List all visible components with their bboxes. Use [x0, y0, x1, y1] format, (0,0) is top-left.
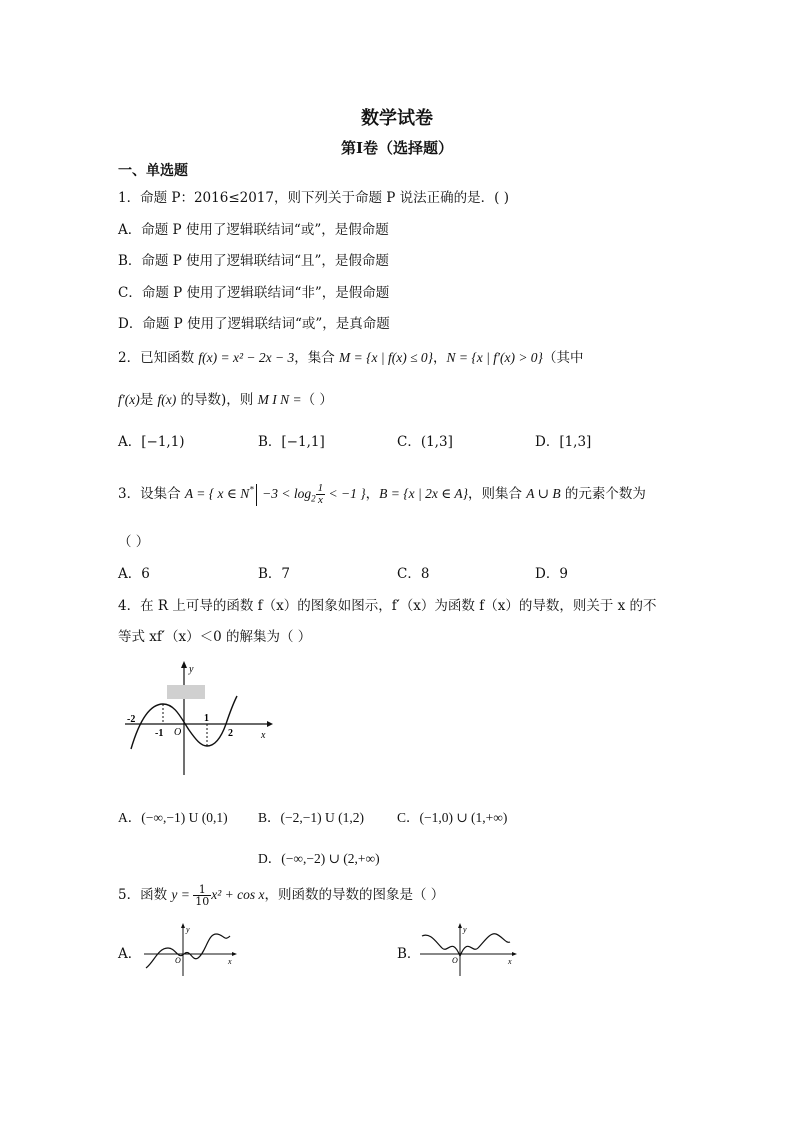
svg-text:y: y	[186, 925, 190, 934]
page-subtitle: 第Ⅰ卷（选择题）	[340, 139, 454, 157]
svg-text:x: x	[228, 957, 232, 966]
y-axis-arrow	[181, 661, 187, 668]
question-4-option-a: A．(−∞,−1) U (0,1)	[118, 810, 228, 825]
question-1-option-d: D．命题 P 使用了逻辑联结词“或”，是真命题	[118, 316, 390, 332]
derivative-curve-a	[146, 934, 230, 968]
question-4-line-2: 等式 xf′（x）＜0 的解集为（ ）	[118, 629, 312, 645]
question-1-option-c: C．命题 P 使用了逻辑联结词“非”，是假命题	[118, 285, 390, 301]
question-1-option-b: B．命题 P 使用了逻辑联结词“且”，是假命题	[118, 253, 389, 269]
q5-fraction: $\frac{1}{10}$	[195, 883, 210, 908]
question-3-option-d: D．9	[535, 566, 568, 582]
graph-origin-label: O	[174, 727, 182, 738]
svg-text:x: x	[508, 957, 512, 966]
page-title: 数学试卷	[361, 108, 433, 129]
question-3-option-a: A．6	[118, 566, 150, 582]
question-1-option-a: A．命题 P 使用了逻辑联结词“或”，是假命题	[118, 222, 389, 238]
question-5-graph-a	[140, 922, 240, 978]
blurred-label	[167, 685, 205, 699]
question-4-option-c: C．(−1,0) ∪ (1,+∞)	[397, 810, 508, 825]
question-4-option-d: D．(−∞,−2) ∪ (2,+∞)	[258, 851, 380, 866]
question-5-option-b-label: B．	[397, 946, 421, 962]
x-axis-arrow	[267, 721, 273, 727]
graph-tick-1: 1	[204, 713, 209, 724]
q2-function: f(x) = x² − 2x − 3	[198, 350, 295, 365]
question-1-stem: 1．命题 P：2016≤2017，则下列关于命题 P 说法正确的是．( )	[118, 190, 509, 206]
question-5-graph-b	[418, 922, 520, 978]
question-2-option-c: C．(1,3]	[397, 434, 453, 450]
svg-text:y: y	[463, 925, 467, 934]
question-5-option-a-label: A．	[118, 946, 142, 962]
section-heading: 一、单选题	[118, 163, 188, 179]
question-3-option-b: B．7	[258, 566, 291, 582]
svg-text:O: O	[452, 956, 458, 965]
q3-fraction: $\frac{1}{x}$	[317, 482, 324, 507]
question-4-option-b: B．(−2,−1) U (1,2)	[258, 810, 364, 825]
question-2-line-2: f′(x)是 f(x) 的导数)，则 M Ι N =（ ）	[118, 392, 333, 408]
q3-set-b: B = {x | 2x ∈ A}	[379, 486, 468, 501]
q3-set-a: A = { x ∈ $N^* -3 < \log_2$ $\frac{1}{x}$ < −1 }	[184, 482, 366, 507]
q2-set-m: M = {x | f(x) ≤ 0}	[339, 350, 434, 365]
question-4-graph	[125, 660, 275, 780]
question-2-option-a: A．[−1,1)	[118, 434, 185, 450]
question-3-paren: （ ）	[118, 534, 150, 550]
question-4-line-1: 4．在 R 上可导的函数 f（x）的图象如图示，f′（x）为函数 f（x）的导数，则关于 x 的不	[118, 598, 657, 614]
question-5-stem: 5．函数 y = $\frac{1}{10}$ x² + cos x，则函数的导数的图象是（ ）	[118, 883, 445, 908]
svg-text:O: O	[175, 956, 181, 965]
graph-tick-2: 2	[228, 728, 233, 739]
question-3-option-c: C．8	[397, 566, 430, 582]
graph-tick-minus2: -2	[127, 714, 136, 725]
question-2-option-d: D．[1,3]	[535, 434, 592, 450]
set-divider	[256, 484, 257, 506]
question-2-option-b: B．[−1,1]	[258, 434, 325, 450]
graph-x-label: x	[261, 730, 266, 741]
graph-tick-minus1: -1	[155, 728, 164, 739]
q2-set-n: N = {x | f′(x) > 0}	[446, 350, 543, 365]
graph-y-label: y	[189, 664, 194, 675]
question-2-line-1: 2．已知函数 f(x) = x² − 2x − 3，集合 M = {x | f(x) ≤ 0}，N = {x | f′(x) > 0}（其中	[118, 350, 584, 366]
question-3-line-1: 3．设集合 A = { x ∈ $N^* -3 < \log_2$ $\frac{1}{x}$ < −1 }，B = {x | 2x ∈ A}，则集合 A ∪ B 的元素个数为	[118, 482, 646, 507]
derivative-curve-b	[422, 934, 510, 956]
